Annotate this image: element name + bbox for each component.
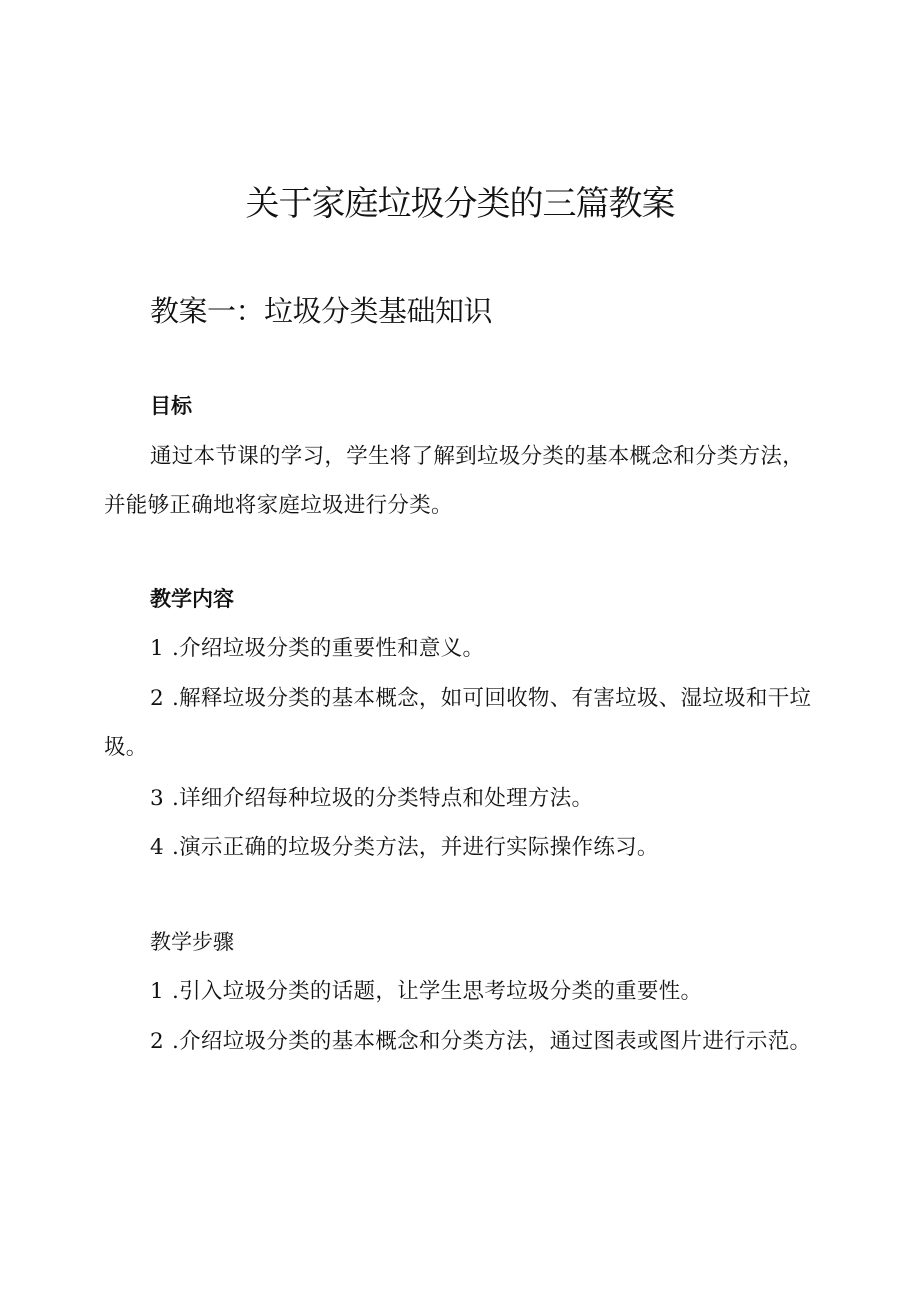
content-item-3-text: .详细介绍每种垃圾的分类特点和处理方法。 <box>171 786 594 811</box>
content-item-3 <box>104 774 816 823</box>
steps-item-1-text: .引入垃圾分类的话题，让学生思考垃圾分类的重要性。 <box>171 979 703 1004</box>
steps-item-2-text: .介绍垃圾分类的基本概念和分类方法，通过图表或图片进行示范。 <box>171 1029 812 1054</box>
content-item-4-text: .演示正确的垃圾分类方法，并进行实际操作练习。 <box>171 835 659 860</box>
content-item-1-text: .介绍垃圾分类的重要性和意义。 <box>171 636 485 661</box>
steps-heading: 教学步骤 <box>150 930 234 954</box>
content-item-2-number: 2 <box>150 686 164 711</box>
steps-item-1 <box>104 967 816 1016</box>
steps-item-2 <box>104 1017 816 1066</box>
content-item-2-text: .解释垃圾分类的基本概念，如可回收物、有害垃圾、湿垃圾和干垃圾。 <box>104 686 812 760</box>
lesson-title: 教案一：垃圾分类基础知识 <box>150 294 493 328</box>
goal-heading: 目标 <box>150 394 192 418</box>
steps-item-2-number: 2 <box>150 1029 164 1054</box>
content-item-2 <box>104 674 816 772</box>
content-item-1 <box>104 624 816 673</box>
goal-paragraph: 通过本节课的学习，学生将了解到垃圾分类的基本概念和分类方法，并能够正确地将家庭垃圾进行分类。 <box>104 444 805 518</box>
content-item-1-number: 1 <box>150 636 164 661</box>
content-item-3-number: 3 <box>150 786 164 811</box>
content-item-4 <box>104 823 816 872</box>
content-item-4-number: 4 <box>150 835 164 860</box>
steps-item-1-number: 1 <box>150 979 164 1004</box>
content-heading: 教学内容 <box>150 587 234 611</box>
document-title: 关于家庭垃圾分类的三篇教案 <box>245 184 675 224</box>
